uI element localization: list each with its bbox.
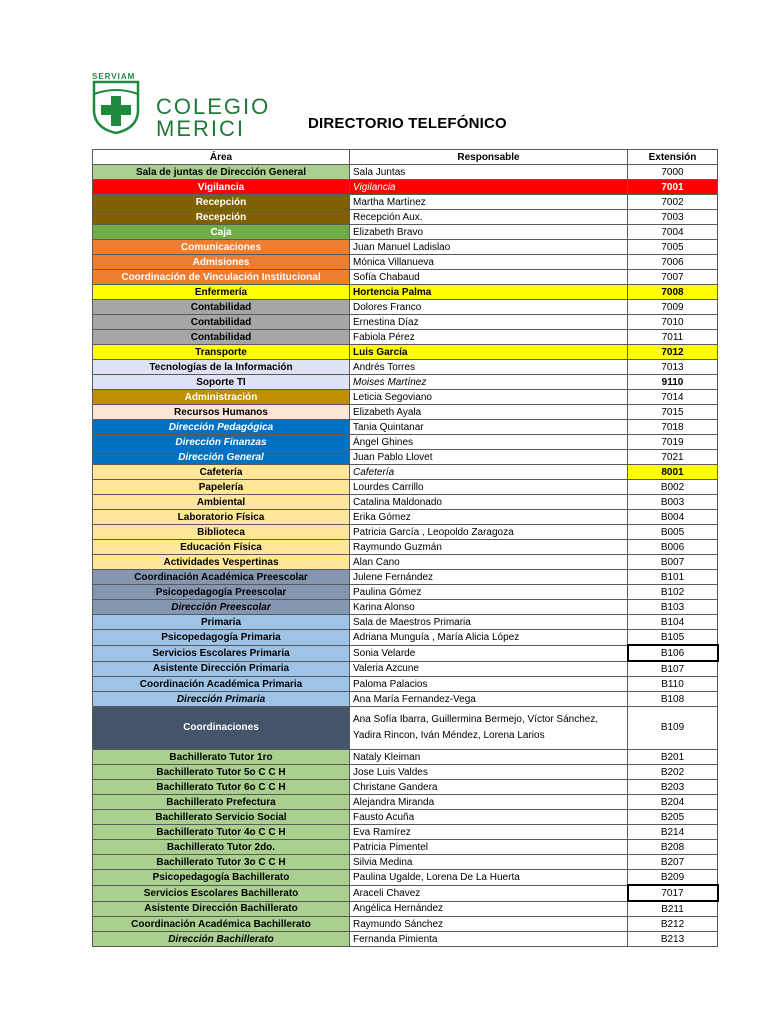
table-row	[93, 210, 718, 225]
table-row	[93, 870, 718, 886]
extension-cell: B102	[628, 585, 718, 600]
responsible-cell: Ernestina Díaz	[350, 315, 628, 330]
table-row	[93, 225, 718, 240]
area-cell: Actividades Vespertinas	[93, 555, 350, 570]
table-row	[93, 525, 718, 540]
area-cell: Coordinación Académica Primaria	[93, 677, 350, 692]
extension-cell: B201	[628, 750, 718, 765]
area-cell: Contabilidad	[93, 315, 350, 330]
area-cell: Cafetería	[93, 465, 350, 480]
responsible-cell: Fausto Acuña	[350, 810, 628, 825]
table-row	[93, 195, 718, 210]
responsible-cell: Angélica Hernández	[350, 901, 628, 917]
responsible-cell: Alan Cano	[350, 555, 628, 570]
responsible-cell: Paloma Palacios	[350, 677, 628, 692]
table-row	[93, 707, 718, 750]
column-header-area: Área	[93, 150, 350, 165]
responsible-cell: Eva Ramírez	[350, 825, 628, 840]
area-cell: Enfermería	[93, 285, 350, 300]
table-row	[93, 630, 718, 646]
responsible-cell: Jose Luis Valdes	[350, 765, 628, 780]
extension-cell: 7012	[628, 345, 718, 360]
area-cell: Ambiental	[93, 495, 350, 510]
responsible-cell: Sofía Chabaud	[350, 270, 628, 285]
table-row	[93, 495, 718, 510]
extension-cell: 7011	[628, 330, 718, 345]
extension-cell: B214	[628, 825, 718, 840]
table-row	[93, 420, 718, 435]
area-cell: Servicios Escolares Bachillerato	[93, 885, 350, 901]
table-row	[93, 330, 718, 345]
extension-cell: 7021	[628, 450, 718, 465]
extension-cell: B101	[628, 570, 718, 585]
responsible-cell: Fernanda Pimienta	[350, 932, 628, 947]
area-cell: Dirección Pedagógica	[93, 420, 350, 435]
extension-cell: 7008	[628, 285, 718, 300]
responsible-cell: Sala Juntas	[350, 165, 628, 180]
extension-cell: 7013	[628, 360, 718, 375]
responsible-cell: Julene Fernández	[350, 570, 628, 585]
extension-cell: 7002	[628, 195, 718, 210]
area-cell: Dirección Preescolar	[93, 600, 350, 615]
table-row	[93, 315, 718, 330]
school-logo	[90, 72, 290, 142]
area-cell: Caja	[93, 225, 350, 240]
area-cell: Laboratorio Física	[93, 510, 350, 525]
area-cell: Contabilidad	[93, 300, 350, 315]
table-row	[93, 585, 718, 600]
table-row	[93, 165, 718, 180]
table-row	[93, 555, 718, 570]
extension-cell: B005	[628, 525, 718, 540]
extension-cell: 7017	[628, 885, 718, 901]
extension-cell: B006	[628, 540, 718, 555]
area-cell: Bachillerato Tutor 4o C C H	[93, 825, 350, 840]
responsible-cell: Ángel Ghines	[350, 435, 628, 450]
area-cell: Biblioteca	[93, 525, 350, 540]
responsible-cell: Lourdes Carrillo	[350, 480, 628, 495]
responsible-cell: Andrés Torres	[350, 360, 628, 375]
area-cell: Admisiones	[93, 255, 350, 270]
responsible-cell: Luis García	[350, 345, 628, 360]
responsible-cell: Elizabeth Ayala	[350, 405, 628, 420]
table-row	[93, 285, 718, 300]
responsible-cell: Silvia Medina	[350, 855, 628, 870]
responsible-cell: Sala de Maestros Primaria	[350, 615, 628, 630]
table-row	[93, 885, 718, 901]
area-cell: Dirección General	[93, 450, 350, 465]
table-row	[93, 661, 718, 677]
responsible-cell: Catalina Maldonado	[350, 495, 628, 510]
extension-cell: B110	[628, 677, 718, 692]
area-cell: Bachillerato Tutor 2do.	[93, 840, 350, 855]
responsible-cell: Juan Manuel Ladislao	[350, 240, 628, 255]
area-cell: Bachillerato Tutor 5o C C H	[93, 765, 350, 780]
column-header-responsible: Responsable	[350, 150, 628, 165]
table-row	[93, 360, 718, 375]
responsible-cell: Christane Gandera	[350, 780, 628, 795]
extension-cell: 7015	[628, 405, 718, 420]
extension-cell: B204	[628, 795, 718, 810]
area-cell: Bachillerato Tutor 6o C C H	[93, 780, 350, 795]
extension-cell: B004	[628, 510, 718, 525]
table-row	[93, 901, 718, 917]
table-row	[93, 480, 718, 495]
table-row	[93, 825, 718, 840]
area-cell: Recursos Humanos	[93, 405, 350, 420]
area-cell: Recepción	[93, 210, 350, 225]
table-row	[93, 810, 718, 825]
responsible-cell: Hortencia Palma	[350, 285, 628, 300]
area-cell: Bachillerato Prefectura	[93, 795, 350, 810]
table-row	[93, 677, 718, 692]
responsible-cell: Martha Martínez	[350, 195, 628, 210]
extension-cell: B207	[628, 855, 718, 870]
phone-directory-table	[92, 149, 719, 947]
extension-cell: B106	[628, 645, 718, 661]
table-row	[93, 180, 718, 195]
extension-cell: 7018	[628, 420, 718, 435]
area-cell: Comunicaciones	[93, 240, 350, 255]
shield-cross-icon	[92, 80, 140, 134]
responsible-cell: Moises Martínez	[350, 375, 628, 390]
area-cell: Bachillerato Tutor 3o C C H	[93, 855, 350, 870]
extension-cell: B205	[628, 810, 718, 825]
area-cell: Asistente Dirección Primaria	[93, 661, 350, 677]
responsible-cell: Nataly Kleiman	[350, 750, 628, 765]
table-row	[93, 855, 718, 870]
table-row	[93, 465, 718, 480]
area-cell: Coordinaciones	[93, 707, 350, 750]
responsible-cell: Patricia García , Leopoldo Zaragoza	[350, 525, 628, 540]
extension-cell: 7010	[628, 315, 718, 330]
table-row	[93, 300, 718, 315]
responsible-cell: Sonia Velarde	[350, 645, 628, 661]
table-row	[93, 645, 718, 661]
area-cell: Servicios Escolares Primaria	[93, 645, 350, 661]
responsible-cell: Araceli Chavez	[350, 885, 628, 901]
table-row	[93, 600, 718, 615]
extension-cell: 9110	[628, 375, 718, 390]
responsible-cell: Raymundo Sánchez	[350, 917, 628, 932]
area-cell: Primaria	[93, 615, 350, 630]
responsible-cell: Fabiola Pérez	[350, 330, 628, 345]
area-cell: Dirección Bachillerato	[93, 932, 350, 947]
extension-cell: B104	[628, 615, 718, 630]
area-cell: Bachillerato Servicio Social	[93, 810, 350, 825]
table-row	[93, 540, 718, 555]
extension-cell: 7003	[628, 210, 718, 225]
extension-cell: B105	[628, 630, 718, 646]
extension-cell: 7007	[628, 270, 718, 285]
extension-cell: 8001	[628, 465, 718, 480]
table-row	[93, 615, 718, 630]
responsible-cell: Raymundo Guzmán	[350, 540, 628, 555]
extension-cell: B209	[628, 870, 718, 886]
extension-cell: B107	[628, 661, 718, 677]
table-row	[93, 765, 718, 780]
responsible-cell: Elizabeth Bravo	[350, 225, 628, 240]
extension-cell: 7001	[628, 180, 718, 195]
table-row	[93, 510, 718, 525]
responsible-cell: Paulina Gómez	[350, 585, 628, 600]
extension-cell: B211	[628, 901, 718, 917]
table-row	[93, 750, 718, 765]
table-row	[93, 795, 718, 810]
table-row	[93, 240, 718, 255]
extension-cell: 7014	[628, 390, 718, 405]
extension-cell: B212	[628, 917, 718, 932]
extension-cell: 7009	[628, 300, 718, 315]
extension-cell: B108	[628, 692, 718, 707]
table-row	[93, 255, 718, 270]
table-row	[93, 932, 718, 947]
extension-cell: B007	[628, 555, 718, 570]
table-body	[93, 165, 718, 947]
responsible-cell: Vigilancia	[350, 180, 628, 195]
table-row	[93, 390, 718, 405]
area-cell: Contabilidad	[93, 330, 350, 345]
logo-name-line2: MERICI	[156, 116, 245, 141]
extension-cell: 7004	[628, 225, 718, 240]
area-cell: Psicopedagogía Preescolar	[93, 585, 350, 600]
table-row	[93, 692, 718, 707]
extension-cell: B003	[628, 495, 718, 510]
area-cell: Asistente Dirección Bachillerato	[93, 901, 350, 917]
area-cell: Bachillerato Tutor 1ro	[93, 750, 350, 765]
area-cell: Tecnologías de la Información	[93, 360, 350, 375]
responsible-cell: Ana María Fernandez-Vega	[350, 692, 628, 707]
logo-motto: SERVIAM	[92, 72, 136, 81]
table-row	[93, 917, 718, 932]
responsible-cell: Ana Sofía Ibarra, Guillermina Bermejo, Víctor Sánchez, Yadira Rincon, Iván Méndez, Lorena Larios	[350, 707, 628, 750]
area-cell: Educación Física	[93, 540, 350, 555]
responsible-cell: Leticia Segoviano	[350, 390, 628, 405]
extension-cell: 7006	[628, 255, 718, 270]
responsible-cell: Cafetería	[350, 465, 628, 480]
table-header-row	[93, 150, 718, 165]
extension-cell: B109	[628, 707, 718, 750]
extension-cell: B002	[628, 480, 718, 495]
area-cell: Dirección Primaria	[93, 692, 350, 707]
area-cell: Recepción	[93, 195, 350, 210]
responsible-cell: Alejandra Miranda	[350, 795, 628, 810]
table-row	[93, 375, 718, 390]
page-title: DIRECTORIO TELEFÓNICO	[308, 115, 507, 132]
table-row	[93, 270, 718, 285]
responsible-cell: Valeria Azcune	[350, 661, 628, 677]
area-cell: Coordinación Académica Bachillerato	[93, 917, 350, 932]
table-row	[93, 405, 718, 420]
column-header-extension: Extensión	[628, 150, 718, 165]
extension-cell: 7019	[628, 435, 718, 450]
area-cell: Psicopedagogía Primaria	[93, 630, 350, 646]
table-row	[93, 570, 718, 585]
table-row	[93, 840, 718, 855]
extension-cell: B202	[628, 765, 718, 780]
responsible-cell: Tania Quintanar	[350, 420, 628, 435]
area-cell: Sala de juntas de Dirección General	[93, 165, 350, 180]
extension-cell: B203	[628, 780, 718, 795]
area-cell: Papelería	[93, 480, 350, 495]
area-cell: Dirección Finanzas	[93, 435, 350, 450]
area-cell: Coordinación Académica Preescolar	[93, 570, 350, 585]
table-row	[93, 780, 718, 795]
responsible-cell: Dolores Franco	[350, 300, 628, 315]
responsible-cell: Paulina Ugalde, Lorena De La Huerta	[350, 870, 628, 886]
table-row	[93, 450, 718, 465]
area-cell: Administración	[93, 390, 350, 405]
extension-cell: 7000	[628, 165, 718, 180]
logo-name-line1: COLEGIO	[156, 94, 271, 119]
area-cell: Soporte TI	[93, 375, 350, 390]
extension-cell: B103	[628, 600, 718, 615]
responsible-cell: Patricia Pimentel	[350, 840, 628, 855]
area-cell: Transporte	[93, 345, 350, 360]
table-row	[93, 345, 718, 360]
area-cell: Vigilancia	[93, 180, 350, 195]
responsible-cell: Mónica Villanueva	[350, 255, 628, 270]
responsible-cell: Juan Pablo Llovet	[350, 450, 628, 465]
extension-cell: 7005	[628, 240, 718, 255]
extension-cell: B213	[628, 932, 718, 947]
extension-cell: B208	[628, 840, 718, 855]
responsible-cell: Karina Alonso	[350, 600, 628, 615]
responsible-cell: Adriana Munguía , María Alicia López	[350, 630, 628, 646]
table-row	[93, 435, 718, 450]
area-cell: Coordinación de Vinculación Institucional	[93, 270, 350, 285]
area-cell: Psicopedagogía Bachillerato	[93, 870, 350, 886]
responsible-cell: Erika Gómez	[350, 510, 628, 525]
responsible-cell: Recepción Aux.	[350, 210, 628, 225]
